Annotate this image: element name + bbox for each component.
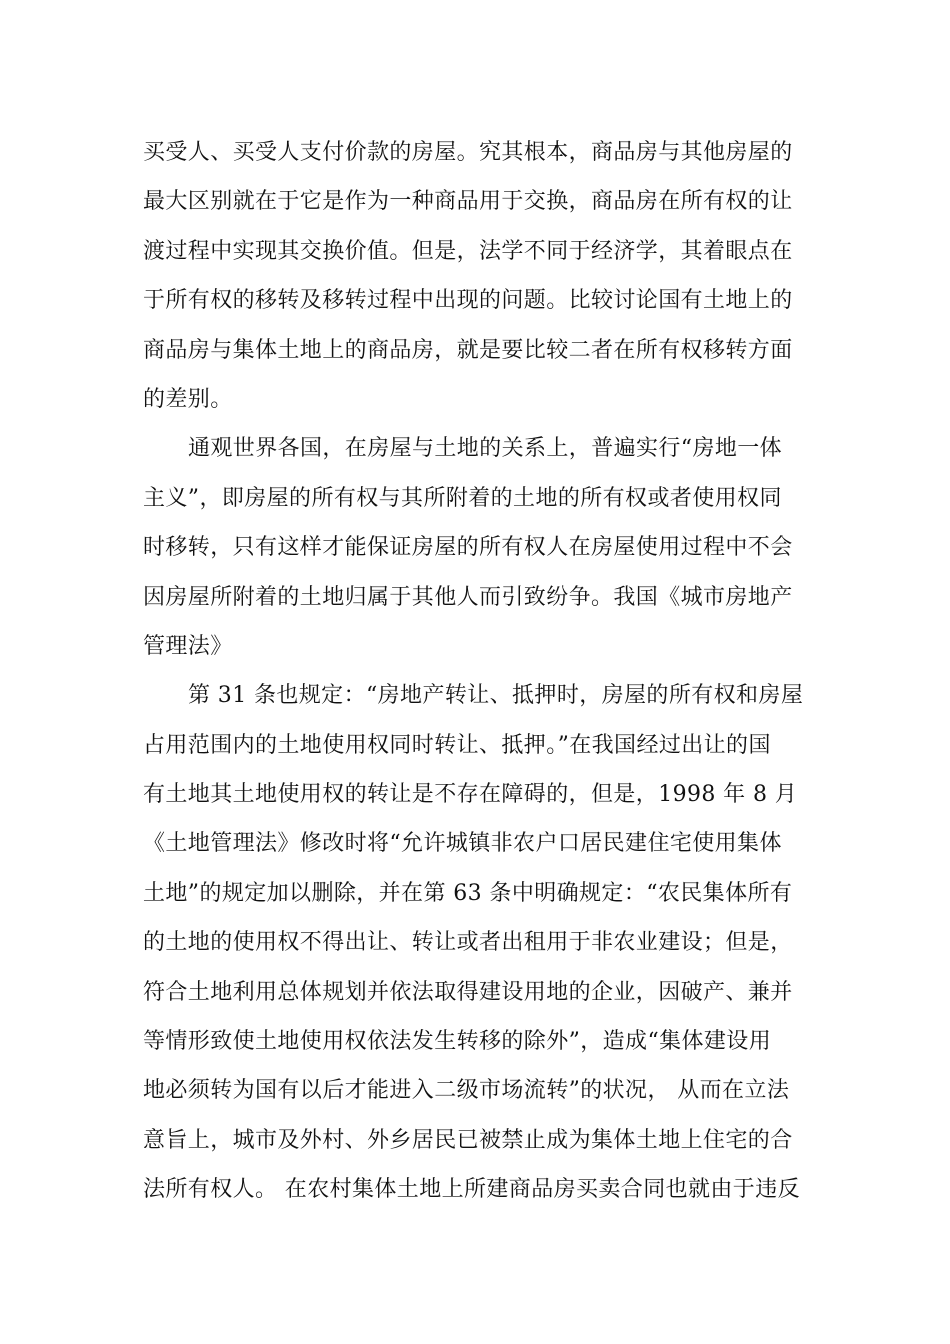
text-line: 《土地管理法》修改时将“允许城镇非农户口居民建住宅使用集体 <box>143 831 782 857</box>
text-line: 第 31 条也规定：“房地产转让、抵押时，房屋的所有权和房屋 <box>188 683 804 709</box>
text-line: 通观世界各国，在房屋与土地的关系上，普遍实行“房地一体 <box>188 436 783 462</box>
text-line: 符合土地利用总体规划并依法取得建设用地的企业，因破产、兼并 <box>143 979 793 1005</box>
text-line: 商品房与集体土地上的商品房，就是要比较二者在所有权移转方面 <box>143 337 793 363</box>
text-line: 有土地其土地使用权的转让是不存在障碍的，但是，1998 年 8 月 <box>143 782 798 808</box>
paragraph-1 <box>143 128 808 424</box>
text-line: 占用范围内的土地使用权同时转让、抵押。”在我国经过出让的国 <box>143 732 771 758</box>
text-line: 法所有权人。 在农村集体土地上所建商品房买卖合同也就由于违反 <box>143 1177 800 1203</box>
paragraph-3 <box>143 671 808 1214</box>
text-line: 渡过程中实现其交换价值。但是，法学不同于经济学，其着眼点在 <box>143 238 793 264</box>
text-line: 于所有权的移转及移转过程中出现的问题。比较讨论国有土地上的 <box>143 288 793 314</box>
text-line: 等情形致使土地使用权依法发生转移的除外”，造成“集体建设用 <box>143 1029 772 1055</box>
text-line: 时移转，只有这样才能保证房屋的所有权人在房屋使用过程中不会 <box>143 535 793 561</box>
text-line: 主义”，即房屋的所有权与其所附着的土地的所有权或者使用权同 <box>143 485 782 511</box>
text-line: 最大区别就在于它是作为一种商品用于交换，商品房在所有权的让 <box>143 189 793 215</box>
text-line: 因房屋所附着的土地归属于其他人而引致纷争。我国《城市房地产 <box>143 584 793 610</box>
text-line: 意旨上，城市及外村、外乡居民已被禁止成为集体土地上住宅的合 <box>143 1127 793 1153</box>
text-line: 的土地的使用权不得出让、转让或者出租用于非农业建设；但是， <box>143 930 793 956</box>
text-line: 的差别。 <box>143 386 233 412</box>
text-line: 地必须转为国有以后才能进入二级市场流转”的状况， 从而在立法 <box>143 1078 790 1104</box>
document-body <box>143 128 808 1215</box>
paragraph-2 <box>143 424 808 671</box>
text-line: 买受人、买受人支付价款的房屋。究其根本，商品房与其他房屋的 <box>143 140 793 165</box>
text-line: 土地”的规定加以删除，并在第 63 条中明确规定：“农民集体所有 <box>143 880 793 906</box>
text-line: 管理法》 <box>143 633 233 659</box>
